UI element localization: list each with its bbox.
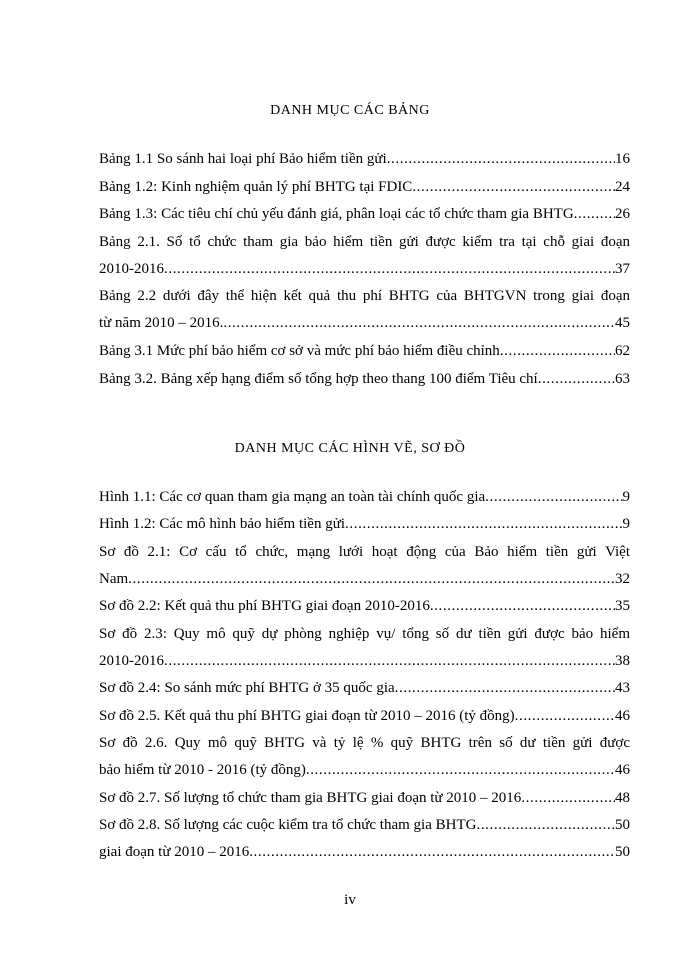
leader-dots [412,178,615,197]
toc-entry-diagram-2-2[interactable] [99,597,630,616]
entry-page: 43 [615,680,630,696]
entry-page: 9 [622,489,630,505]
leader-dots [395,679,615,698]
leader-dots [515,707,615,726]
leader-dots [485,488,622,507]
entry-text: Bảng 3.2. Bảng xếp hạng điểm số tổng hợp theo thang 100 điểm Tiêu chí [99,371,538,387]
entry-text: Hình 1.2: Các mô hình bảo hiểm tiền gửi [99,516,346,532]
leader-dots [128,570,615,589]
toc-entry-figure-1-1[interactable] [99,488,630,507]
entry-page: 26 [615,206,630,222]
toc-entry-table-2-2[interactable] [99,287,630,333]
leader-dots [387,150,615,169]
entry-text: Hình 1.1: Các cơ quan tham gia mạng an toàn tài chính quốc gia [99,489,486,505]
entry-text: Sơ đồ 2.5. Kết quả thu phí BHTG giai đoạn từ 2010 – 2016 (tỷ đồng) [99,708,515,724]
toc-entry-diagram-2-4[interactable] [99,679,630,698]
entry-text: Bảng 2.2 dưới đây thể hiện kết quả thu phí BHTG của BHTGVN trong giai đoạn [99,288,630,304]
entry-page: 46 [615,708,630,724]
toc-entry-table-1-2[interactable] [99,178,630,197]
entry-page: 35 [615,598,630,614]
toc-entry-table-3-2[interactable] [99,370,630,389]
toc-entry-table-3-1[interactable] [99,342,630,361]
entry-text-cont: giai đoạn từ 2010 – 2016 [99,844,250,860]
entry-text-cont: Nam [99,571,129,587]
entry-page: 45 [615,315,630,331]
entry-text: Sơ đồ 2.1: Cơ cấu tổ chức, mạng lưới hoạt động của Bảo hiểm tiền gửi Việt [99,544,630,560]
toc-entry-table-1-1[interactable] [99,150,630,169]
leader-dots [521,789,615,808]
leader-dots [574,205,615,224]
toc-entry-diagram-2-7[interactable] [99,789,630,808]
leader-dots [249,843,615,862]
toc-entry-diagram-2-5[interactable] [99,707,630,726]
toc-entry-figure-1-2[interactable] [99,515,630,534]
entry-text: Bảng 3.1 Mức phí bảo hiểm cơ sở và mức phí bảo hiểm điều chỉnh [99,343,500,359]
toc-entry-diagram-2-1[interactable] [99,543,630,589]
entry-text: Sơ đồ 2.4: So sánh mức phí BHTG ở 35 quốc gia [99,680,395,696]
entry-page: 16 [615,151,630,167]
leader-dots [500,342,615,361]
entry-text: Sơ đồ 2.6. Quy mô quỹ BHTG và tỷ lệ % quỹ BHTG trên số dư tiền gửi được [99,735,630,751]
leader-dots [476,816,615,835]
entry-page: 9 [622,516,630,532]
entry-text: Bảng 2.1. Số tổ chức tham gia bảo hiểm tiền gửi được kiểm tra tại chỗ giai đoạn [99,234,630,250]
entry-page: 50 [615,817,630,833]
entry-page: 32 [615,571,630,587]
toc-entry-table-2-1[interactable] [99,233,630,279]
entry-page: 37 [615,261,630,277]
leader-dots [164,652,615,671]
leader-dots [223,314,615,333]
toc-entry-diagram-2-3[interactable] [99,625,630,671]
entry-text-cont: từ năm 2010 – 2016. [99,315,224,331]
entry-text: Sơ đồ 2.2: Kết quả thu phí BHTG giai đoạn 2010-2016 [99,598,430,614]
leader-dots [538,370,615,389]
entry-text-cont: bảo hiểm từ 2010 - 2016 (tỷ đồng) [99,762,306,778]
page-number: iv [344,892,356,908]
figures-heading: DANH MỤC CÁC HÌNH VẼ, SƠ ĐỒ [234,441,466,456]
entry-page: 48 [615,790,630,806]
entry-text-cont: 2010-2016 [99,261,164,277]
entry-page: 63 [615,371,630,387]
entry-text: Bảng 1.2: Kinh nghiệm quản lý phí BHTG tại FDIC [99,179,413,195]
toc-entry-diagram-2-6[interactable] [99,734,630,780]
entry-text: Bảng 1.3: Các tiêu chí chủ yếu đánh giá, phân loại các tổ chức tham gia BHTG [99,206,574,222]
toc-entry-table-1-3[interactable] [99,205,630,224]
entry-page: 62 [615,343,630,359]
entry-page: 38 [615,653,630,669]
entry-page: 24 [615,179,630,195]
entry-text: Bảng 1.1 So sánh hai loại phí Bảo hiểm tiền gửi [99,151,387,167]
leader-dots [306,761,615,780]
entry-text: Sơ đồ 2.7. Số lượng tổ chức tham gia BHTG giai đoạn từ 2010 – 2016 [99,790,522,806]
leader-dots [164,260,615,279]
entry-page: 50 [615,844,630,860]
entry-text: Sơ đồ 2.8. Số lượng các cuộc kiểm tra tổ chức tham gia BHTG [99,817,477,833]
leader-dots [345,515,622,534]
entry-text-cont: 2010-2016 [99,653,164,669]
toc-entry-diagram-2-8[interactable] [99,816,630,862]
tables-heading: DANH MỤC CÁC BẢNG [270,103,430,118]
entry-page: 46 [615,762,630,778]
leader-dots [430,597,615,616]
entry-text: Sơ đồ 2.3: Quy mô quỹ dự phòng nghiệp vụ/ tổng số dư tiền gửi được bảo hiểm [99,626,630,642]
